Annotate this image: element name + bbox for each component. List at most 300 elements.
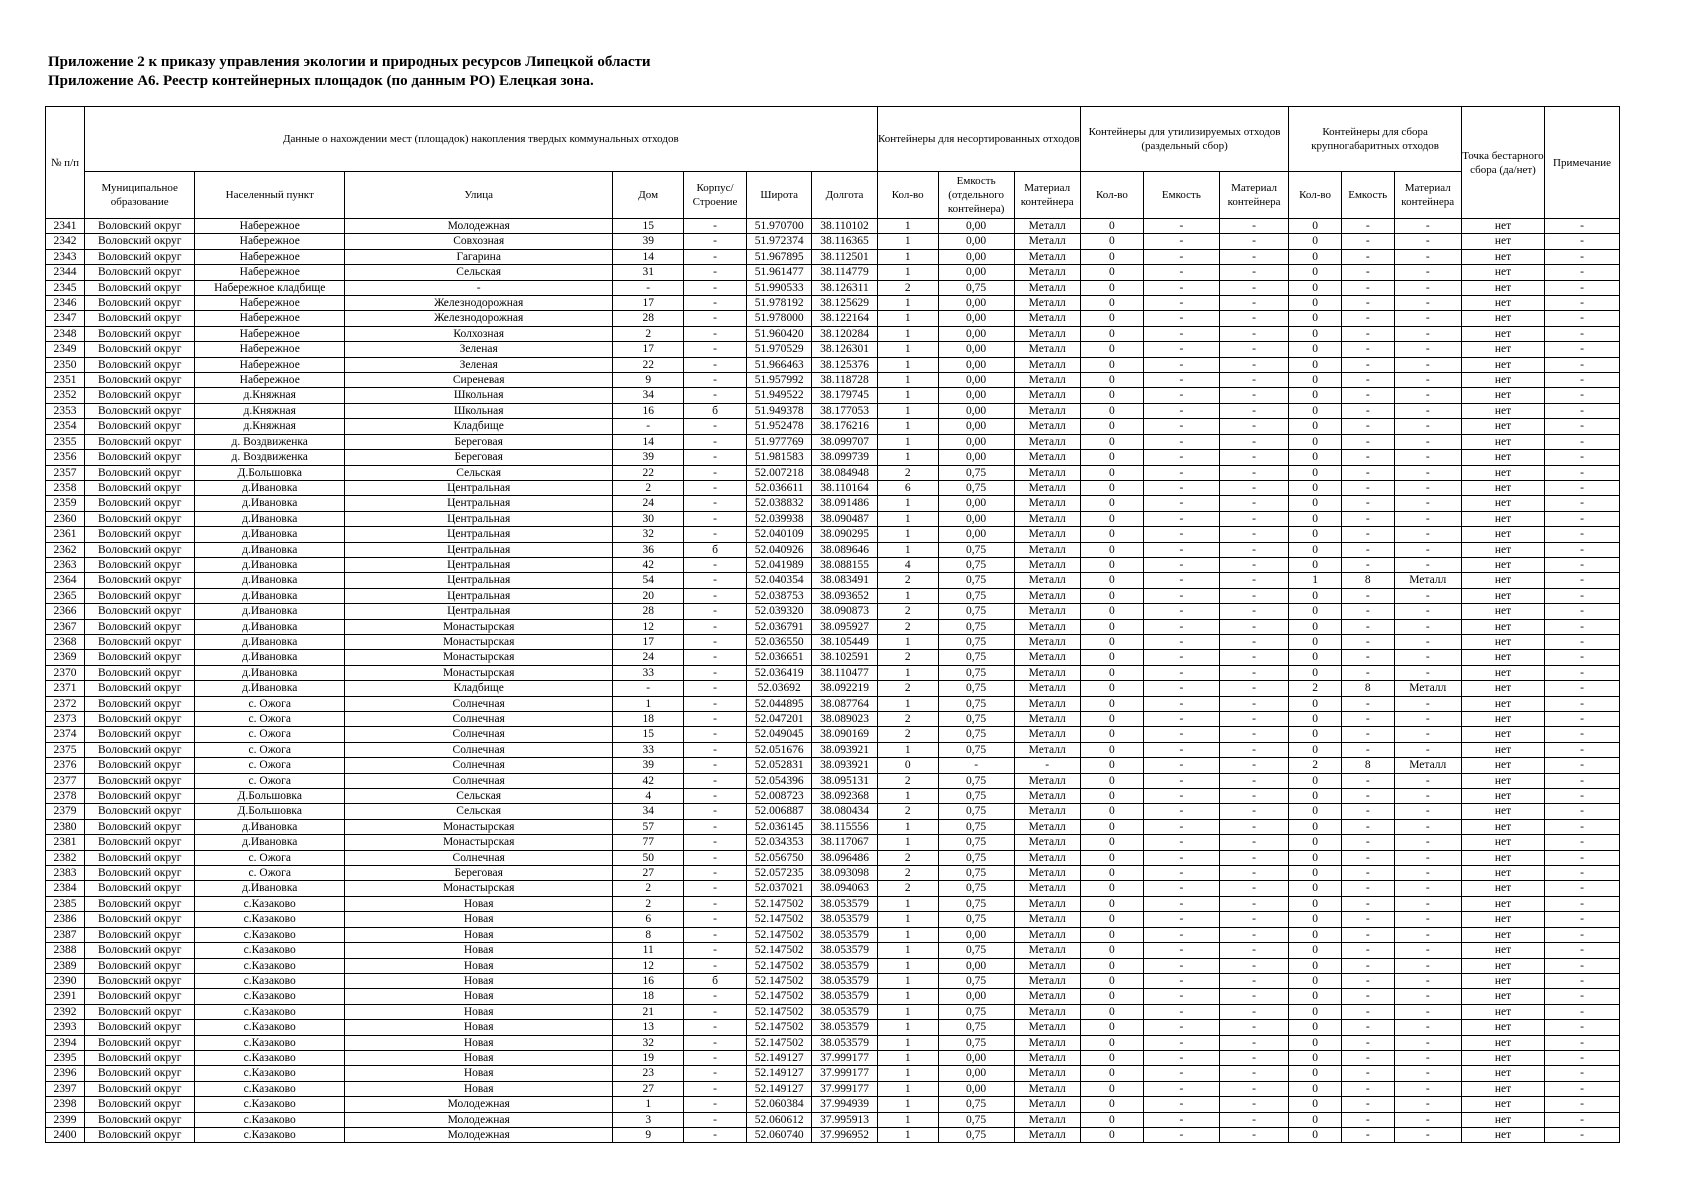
cell-street: Железнодорожная <box>344 311 612 326</box>
cell-note: - <box>1545 1112 1620 1127</box>
table-row <box>46 881 1620 896</box>
cell-bulky-count: 0 <box>1289 311 1342 326</box>
cell-separate-capacity: - <box>1143 912 1219 927</box>
cell-street: Центральная <box>344 542 612 557</box>
cell-collection-point: нет <box>1461 604 1544 619</box>
cell-note: - <box>1545 604 1620 619</box>
cell-mixed-material: Металл <box>1014 804 1080 819</box>
cell-separate-count: 0 <box>1080 342 1143 357</box>
cell-bulky-capacity: - <box>1341 727 1394 742</box>
cell-latitude: 52.038832 <box>747 496 812 511</box>
cell-mixed-capacity: 0,75 <box>938 604 1014 619</box>
cell-bulky-capacity: - <box>1341 819 1394 834</box>
table-row <box>46 588 1620 603</box>
table-row <box>46 326 1620 341</box>
cell-bulky-material: - <box>1394 234 1461 249</box>
cell-house: 31 <box>613 265 684 280</box>
table-row <box>46 604 1620 619</box>
cell-collection-point: нет <box>1461 912 1544 927</box>
cell-house: 50 <box>613 850 684 865</box>
table-row <box>46 296 1620 311</box>
cell-bulky-count: 0 <box>1289 373 1342 388</box>
table-row <box>46 912 1620 927</box>
cell-note: - <box>1545 588 1620 603</box>
header-sep-capacity: Емкость <box>1143 172 1219 219</box>
cell-mixed-capacity: 0,75 <box>938 912 1014 927</box>
cell-bulky-capacity: - <box>1341 557 1394 572</box>
cell-mixed-capacity: 0,00 <box>938 311 1014 326</box>
cell-mixed-count: 2 <box>877 866 938 881</box>
cell-street: Новая <box>344 958 612 973</box>
table-body <box>46 219 1620 1143</box>
cell-latitude: 52.060740 <box>747 1127 812 1142</box>
cell-mixed-capacity: 0,75 <box>938 619 1014 634</box>
cell-municipality: Воловский округ <box>84 1004 195 1019</box>
cell-separate-material: - <box>1219 604 1289 619</box>
cell-bulky-count: 0 <box>1289 604 1342 619</box>
cell-note: - <box>1545 912 1620 927</box>
cell-bulky-material: - <box>1394 665 1461 680</box>
table-row <box>46 434 1620 449</box>
cell-bulky-capacity: - <box>1341 219 1394 234</box>
cell-building: - <box>683 866 746 881</box>
cell-collection-point: нет <box>1461 557 1544 572</box>
cell-mixed-capacity: 0,75 <box>938 1112 1014 1127</box>
header-mixed-capacity: Емкость (отдельного контейнера) <box>938 172 1014 219</box>
cell-bulky-count: 1 <box>1289 573 1342 588</box>
cell-longitude: 38.093098 <box>812 866 877 881</box>
cell-mixed-material: Металл <box>1014 403 1080 418</box>
cell-settlement: д.Ивановка <box>195 681 344 696</box>
cell-building: - <box>683 234 746 249</box>
cell-street: Новая <box>344 943 612 958</box>
cell-settlement: с.Казаково <box>195 958 344 973</box>
cell-collection-point: нет <box>1461 527 1544 542</box>
cell-municipality: Воловский округ <box>84 850 195 865</box>
cell-separate-count: 0 <box>1080 958 1143 973</box>
cell-note: - <box>1545 696 1620 711</box>
cell-longitude: 38.093921 <box>812 742 877 757</box>
cell-mixed-count: 1 <box>877 819 938 834</box>
cell-mixed-material: Металл <box>1014 1081 1080 1096</box>
cell-mixed-capacity: 0,00 <box>938 249 1014 264</box>
cell-bulky-capacity: - <box>1341 450 1394 465</box>
cell-note: - <box>1545 296 1620 311</box>
cell-separate-material: - <box>1219 789 1289 804</box>
cell-latitude: 51.960420 <box>747 326 812 341</box>
cell-separate-material: - <box>1219 896 1289 911</box>
cell-separate-material: - <box>1219 696 1289 711</box>
table-row <box>46 758 1620 773</box>
cell-mixed-capacity: 0,75 <box>938 819 1014 834</box>
cell-row-number: 2382 <box>46 850 85 865</box>
table-row <box>46 542 1620 557</box>
cell-note: - <box>1545 1081 1620 1096</box>
cell-settlement: д.Ивановка <box>195 604 344 619</box>
cell-separate-capacity: - <box>1143 850 1219 865</box>
cell-street: Новая <box>344 1066 612 1081</box>
cell-municipality: Воловский округ <box>84 819 195 834</box>
cell-row-number: 2358 <box>46 480 85 495</box>
cell-bulky-count: 0 <box>1289 249 1342 264</box>
cell-bulky-capacity: - <box>1341 1127 1394 1142</box>
cell-separate-material: - <box>1219 434 1289 449</box>
cell-bulky-material: - <box>1394 373 1461 388</box>
cell-mixed-material: Металл <box>1014 1112 1080 1127</box>
cell-mixed-capacity: 0,75 <box>938 866 1014 881</box>
cell-bulky-capacity: - <box>1341 850 1394 865</box>
cell-bulky-count: 0 <box>1289 527 1342 542</box>
cell-collection-point: нет <box>1461 588 1544 603</box>
cell-house: 54 <box>613 573 684 588</box>
cell-separate-capacity: - <box>1143 527 1219 542</box>
cell-bulky-material: - <box>1394 1004 1461 1019</box>
cell-bulky-capacity: - <box>1341 480 1394 495</box>
cell-bulky-capacity: - <box>1341 588 1394 603</box>
cell-longitude: 38.110477 <box>812 665 877 680</box>
cell-house: 21 <box>613 1004 684 1019</box>
cell-note: - <box>1545 542 1620 557</box>
cell-bulky-material: - <box>1394 835 1461 850</box>
cell-mixed-count: 1 <box>877 927 938 942</box>
cell-building: - <box>683 1035 746 1050</box>
cell-collection-point: нет <box>1461 480 1544 495</box>
cell-row-number: 2376 <box>46 758 85 773</box>
cell-building: - <box>683 434 746 449</box>
cell-note: - <box>1545 249 1620 264</box>
cell-bulky-material: - <box>1394 850 1461 865</box>
cell-mixed-material: Металл <box>1014 896 1080 911</box>
cell-longitude: 38.053579 <box>812 943 877 958</box>
cell-settlement: с.Казаково <box>195 1127 344 1142</box>
cell-longitude: 38.122164 <box>812 311 877 326</box>
cell-row-number: 2370 <box>46 665 85 680</box>
cell-mixed-material: Металл <box>1014 496 1080 511</box>
table-row <box>46 989 1620 1004</box>
cell-row-number: 2367 <box>46 619 85 634</box>
cell-collection-point: нет <box>1461 835 1544 850</box>
cell-longitude: 38.090873 <box>812 604 877 619</box>
cell-bulky-material: - <box>1394 249 1461 264</box>
table-row <box>46 573 1620 588</box>
cell-collection-point: нет <box>1461 403 1544 418</box>
cell-longitude: 38.096486 <box>812 850 877 865</box>
cell-separate-capacity: - <box>1143 665 1219 680</box>
cell-street: Монастырская <box>344 665 612 680</box>
cell-collection-point: нет <box>1461 742 1544 757</box>
cell-bulky-count: 0 <box>1289 265 1342 280</box>
cell-street: Солнечная <box>344 742 612 757</box>
cell-separate-capacity: - <box>1143 588 1219 603</box>
cell-mixed-material: Металл <box>1014 619 1080 634</box>
cell-street: Центральная <box>344 511 612 526</box>
cell-bulky-count: 0 <box>1289 326 1342 341</box>
cell-latitude: 52.147502 <box>747 896 812 911</box>
cell-collection-point: нет <box>1461 712 1544 727</box>
table-row <box>46 742 1620 757</box>
cell-latitude: 52.060384 <box>747 1097 812 1112</box>
cell-bulky-count: 0 <box>1289 773 1342 788</box>
cell-street: Кладбище <box>344 419 612 434</box>
cell-separate-capacity: - <box>1143 973 1219 988</box>
cell-mixed-capacity: 0,75 <box>938 696 1014 711</box>
cell-latitude: 52.149127 <box>747 1050 812 1065</box>
cell-municipality: Воловский округ <box>84 773 195 788</box>
cell-mixed-material: Металл <box>1014 326 1080 341</box>
cell-mixed-count: 2 <box>877 804 938 819</box>
cell-note: - <box>1545 850 1620 865</box>
cell-longitude: 38.117067 <box>812 835 877 850</box>
cell-mixed-material: Металл <box>1014 419 1080 434</box>
cell-municipality: Воловский округ <box>84 388 195 403</box>
cell-bulky-count: 0 <box>1289 234 1342 249</box>
cell-house: 33 <box>613 665 684 680</box>
cell-mixed-material: Металл <box>1014 542 1080 557</box>
cell-bulky-capacity: - <box>1341 527 1394 542</box>
table-row <box>46 311 1620 326</box>
cell-latitude: 51.970529 <box>747 342 812 357</box>
cell-row-number: 2385 <box>46 896 85 911</box>
table-row <box>46 804 1620 819</box>
header-bulky-group: Контейнеры для сбора крупногабаритных отходов <box>1289 107 1462 172</box>
cell-settlement: с. Ожога <box>195 773 344 788</box>
cell-street: Монастырская <box>344 634 612 649</box>
cell-latitude: 51.961477 <box>747 265 812 280</box>
cell-building: - <box>683 496 746 511</box>
cell-settlement: Д.Большовка <box>195 465 344 480</box>
cell-municipality: Воловский округ <box>84 881 195 896</box>
cell-longitude: 38.112501 <box>812 249 877 264</box>
cell-separate-capacity: - <box>1143 1020 1219 1035</box>
cell-building: б <box>683 542 746 557</box>
cell-separate-material: - <box>1219 219 1289 234</box>
cell-street: Центральная <box>344 480 612 495</box>
cell-settlement: с.Казаково <box>195 1066 344 1081</box>
cell-separate-capacity: - <box>1143 773 1219 788</box>
cell-separate-material: - <box>1219 742 1289 757</box>
cell-street: Новая <box>344 896 612 911</box>
cell-collection-point: нет <box>1461 326 1544 341</box>
table-row <box>46 1127 1620 1142</box>
cell-municipality: Воловский округ <box>84 804 195 819</box>
cell-note: - <box>1545 665 1620 680</box>
cell-separate-capacity: - <box>1143 742 1219 757</box>
cell-house: 2 <box>613 896 684 911</box>
cell-building: - <box>683 912 746 927</box>
cell-collection-point: нет <box>1461 1066 1544 1081</box>
cell-bulky-count: 0 <box>1289 742 1342 757</box>
cell-street: Новая <box>344 1004 612 1019</box>
cell-mixed-material: Металл <box>1014 1127 1080 1142</box>
cell-bulky-capacity: - <box>1341 1050 1394 1065</box>
cell-collection-point: нет <box>1461 989 1544 1004</box>
cell-bulky-material: - <box>1394 311 1461 326</box>
cell-latitude: 52.006887 <box>747 804 812 819</box>
cell-mixed-capacity: 0,75 <box>938 804 1014 819</box>
cell-separate-capacity: - <box>1143 480 1219 495</box>
cell-mixed-capacity: 0,00 <box>938 373 1014 388</box>
cell-municipality: Воловский округ <box>84 450 195 465</box>
cell-house: 11 <box>613 943 684 958</box>
cell-municipality: Воловский округ <box>84 912 195 927</box>
cell-separate-count: 0 <box>1080 634 1143 649</box>
cell-mixed-capacity: 0,00 <box>938 1050 1014 1065</box>
cell-latitude: 52.147502 <box>747 943 812 958</box>
header-separate-group: Контейнеры для утилизируемых отходов (раздельный сбор) <box>1080 107 1288 172</box>
cell-collection-point: нет <box>1461 234 1544 249</box>
cell-latitude: 52.054396 <box>747 773 812 788</box>
cell-bulky-count: 0 <box>1289 619 1342 634</box>
cell-mixed-capacity: 0,00 <box>938 419 1014 434</box>
cell-settlement: д.Ивановка <box>195 480 344 495</box>
cell-separate-count: 0 <box>1080 357 1143 372</box>
cell-collection-point: нет <box>1461 511 1544 526</box>
cell-settlement: с. Ожога <box>195 850 344 865</box>
cell-separate-material: - <box>1219 804 1289 819</box>
cell-bulky-material: - <box>1394 819 1461 834</box>
cell-house: 17 <box>613 634 684 649</box>
cell-collection-point: нет <box>1461 465 1544 480</box>
cell-settlement: с. Ожога <box>195 727 344 742</box>
cell-mixed-capacity: 0,75 <box>938 881 1014 896</box>
cell-latitude: 51.972374 <box>747 234 812 249</box>
table-row <box>46 373 1620 388</box>
cell-mixed-capacity: 0,00 <box>938 403 1014 418</box>
cell-longitude: 38.099707 <box>812 434 877 449</box>
cell-separate-capacity: - <box>1143 557 1219 572</box>
cell-bulky-material: - <box>1394 650 1461 665</box>
cell-bulky-material: - <box>1394 342 1461 357</box>
cell-separate-material: - <box>1219 480 1289 495</box>
cell-house: 22 <box>613 357 684 372</box>
cell-house: - <box>613 280 684 295</box>
cell-note: - <box>1545 727 1620 742</box>
cell-street: Совхозная <box>344 234 612 249</box>
cell-separate-capacity: - <box>1143 835 1219 850</box>
cell-longitude: 37.999177 <box>812 1050 877 1065</box>
cell-collection-point: нет <box>1461 758 1544 773</box>
cell-bulky-capacity: - <box>1341 234 1394 249</box>
cell-row-number: 2380 <box>46 819 85 834</box>
cell-building: - <box>683 311 746 326</box>
cell-municipality: Воловский округ <box>84 511 195 526</box>
cell-settlement: д.Княжная <box>195 419 344 434</box>
cell-collection-point: нет <box>1461 311 1544 326</box>
cell-municipality: Воловский округ <box>84 1097 195 1112</box>
cell-mixed-count: 1 <box>877 1066 938 1081</box>
cell-bulky-material: Металл <box>1394 758 1461 773</box>
cell-separate-capacity: - <box>1143 388 1219 403</box>
cell-mixed-count: 1 <box>877 496 938 511</box>
cell-separate-material: - <box>1219 958 1289 973</box>
cell-settlement: Набережное <box>195 249 344 264</box>
cell-bulky-material: - <box>1394 634 1461 649</box>
cell-street: Центральная <box>344 557 612 572</box>
cell-house: 77 <box>613 835 684 850</box>
cell-separate-material: - <box>1219 712 1289 727</box>
cell-longitude: 38.095131 <box>812 773 877 788</box>
cell-separate-material: - <box>1219 296 1289 311</box>
cell-mixed-material: Металл <box>1014 912 1080 927</box>
cell-separate-count: 0 <box>1080 542 1143 557</box>
cell-bulky-count: 0 <box>1289 496 1342 511</box>
cell-house: 14 <box>613 249 684 264</box>
cell-latitude: 51.957992 <box>747 373 812 388</box>
table-row <box>46 496 1620 511</box>
cell-house: 17 <box>613 296 684 311</box>
cell-separate-material: - <box>1219 973 1289 988</box>
cell-building: - <box>683 557 746 572</box>
cell-house: 6 <box>613 912 684 927</box>
cell-street: Кладбище <box>344 681 612 696</box>
cell-mixed-material: Металл <box>1014 357 1080 372</box>
cell-bulky-material: - <box>1394 357 1461 372</box>
cell-separate-material: - <box>1219 527 1289 542</box>
cell-note: - <box>1545 1035 1620 1050</box>
cell-mixed-count: 1 <box>877 511 938 526</box>
cell-mixed-material: Металл <box>1014 789 1080 804</box>
cell-house: 20 <box>613 588 684 603</box>
cell-street: Новая <box>344 927 612 942</box>
cell-building: - <box>683 1050 746 1065</box>
cell-mixed-capacity: 0,75 <box>938 850 1014 865</box>
cell-municipality: Воловский округ <box>84 1050 195 1065</box>
cell-house: 57 <box>613 819 684 834</box>
cell-longitude: 38.090487 <box>812 511 877 526</box>
table-row <box>46 1097 1620 1112</box>
cell-building: - <box>683 388 746 403</box>
cell-mixed-count: 2 <box>877 773 938 788</box>
table-row <box>46 480 1620 495</box>
cell-latitude: 52.036145 <box>747 819 812 834</box>
cell-row-number: 2348 <box>46 326 85 341</box>
cell-mixed-capacity: 0,75 <box>938 465 1014 480</box>
cell-latitude: 52.060612 <box>747 1112 812 1127</box>
cell-building: - <box>683 742 746 757</box>
cell-mixed-capacity: 0,00 <box>938 357 1014 372</box>
cell-note: - <box>1545 234 1620 249</box>
cell-building: - <box>683 280 746 295</box>
cell-note: - <box>1545 450 1620 465</box>
cell-longitude: 38.099739 <box>812 450 877 465</box>
cell-separate-count: 0 <box>1080 1050 1143 1065</box>
cell-house: 2 <box>613 480 684 495</box>
cell-street: Новая <box>344 1081 612 1096</box>
cell-mixed-count: 0 <box>877 758 938 773</box>
cell-bulky-material: - <box>1394 588 1461 603</box>
cell-longitude: 38.179745 <box>812 388 877 403</box>
cell-bulky-count: 0 <box>1289 296 1342 311</box>
cell-longitude: 38.093652 <box>812 588 877 603</box>
cell-house: 8 <box>613 927 684 942</box>
cell-settlement: с. Ожога <box>195 758 344 773</box>
cell-mixed-material: Металл <box>1014 342 1080 357</box>
cell-note: - <box>1545 819 1620 834</box>
cell-settlement: д.Ивановка <box>195 650 344 665</box>
cell-street: Новая <box>344 989 612 1004</box>
cell-latitude: 52.147502 <box>747 989 812 1004</box>
cell-mixed-count: 1 <box>877 357 938 372</box>
document-title: Приложение 2 к приказу управления экологии и природных ресурсов Липецкой области <box>48 54 651 70</box>
cell-separate-material: - <box>1219 496 1289 511</box>
cell-bulky-material: - <box>1394 1097 1461 1112</box>
table-row <box>46 896 1620 911</box>
cell-house: 2 <box>613 326 684 341</box>
cell-bulky-material: - <box>1394 296 1461 311</box>
cell-mixed-material: Металл <box>1014 1035 1080 1050</box>
cell-separate-material: - <box>1219 912 1289 927</box>
cell-bulky-capacity: - <box>1341 958 1394 973</box>
